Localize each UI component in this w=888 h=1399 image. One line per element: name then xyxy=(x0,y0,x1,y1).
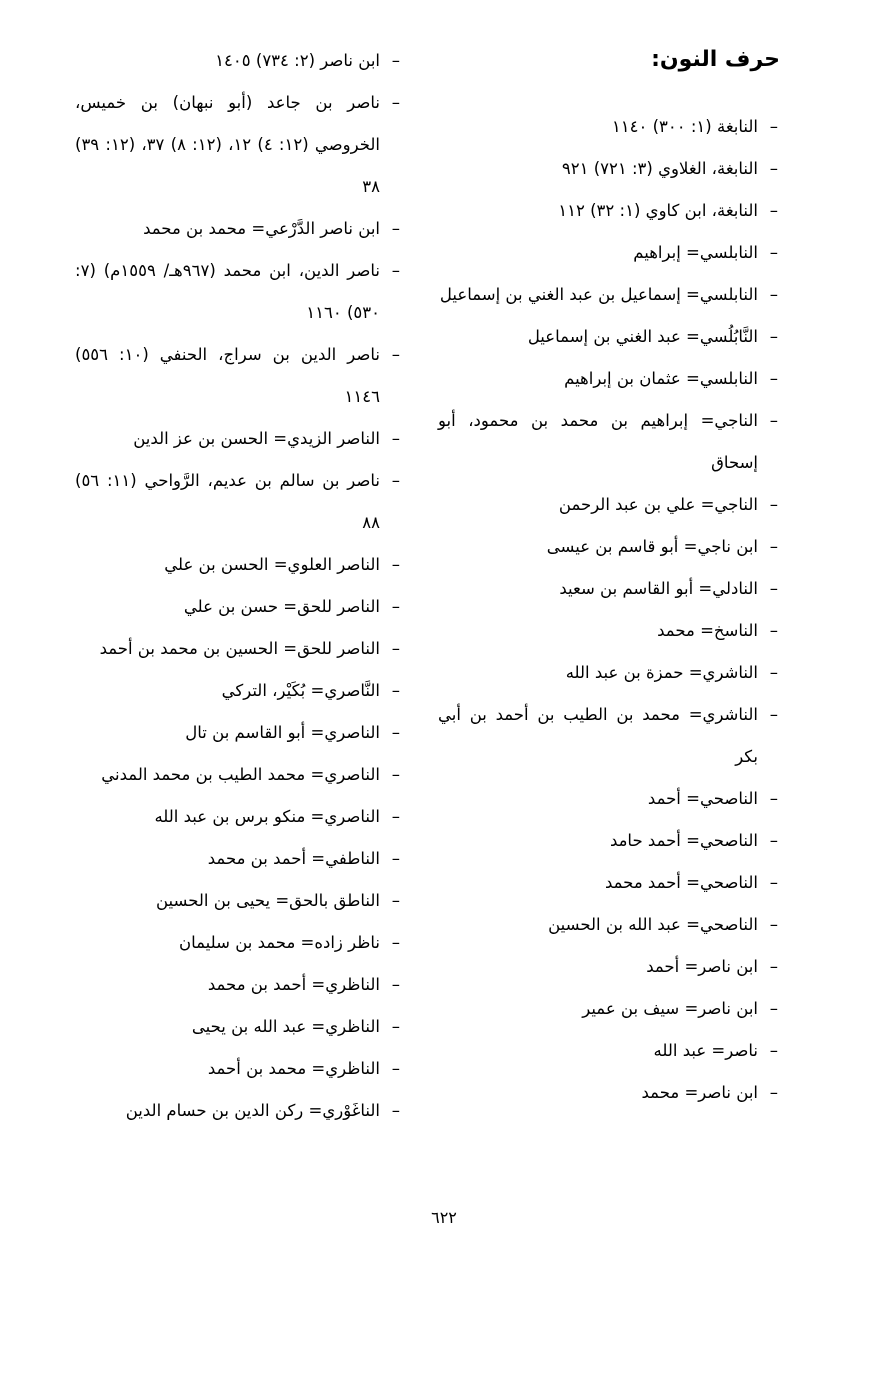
entry-text: ابن ناصر= أحمد xyxy=(646,957,758,976)
entry-text: النابغة، الغلاوي (٣: ٧٢١) ٩٢١ xyxy=(561,159,758,178)
entry-dash: – xyxy=(391,261,400,280)
entry-text: الناصحي= أحمد محمد xyxy=(604,873,758,892)
index-entry xyxy=(438,400,778,484)
entry-text: ناصر الدين، ابن محمد (٩٦٧هـ/ ١٥٥٩م) (٧: ٥٣٠) ١١٦٠ xyxy=(75,261,381,322)
entry-dash: – xyxy=(769,285,778,304)
index-entry xyxy=(438,484,778,526)
entry-text: النابغة (١: ٣٠٠) ١١٤٠ xyxy=(611,117,758,136)
entry-text: الناسخ= محمد xyxy=(657,621,758,640)
index-entry xyxy=(75,544,400,586)
index-entry xyxy=(438,232,778,274)
entry-text: ابن ناصر (٢: ٧٣٤) ١٤٠٥ xyxy=(215,51,380,70)
entry-dash: – xyxy=(769,495,778,514)
entry-text: ناظر زاده= محمد بن سليمان xyxy=(179,933,380,952)
index-entry xyxy=(75,628,400,670)
entry-text: ناصر بن جاعد (أبو نبهان) بن خميس، الخروصي (١٢: ٤) ١٢، (١٢: ٨) ٣٧، (١٢: ٣٩) ٣٨ xyxy=(75,93,380,196)
right-column xyxy=(438,40,778,1114)
right-entry-list xyxy=(438,106,778,1114)
entry-dash: – xyxy=(769,243,778,262)
index-entry xyxy=(75,754,400,796)
entry-text: الناظري= محمد بن أحمد xyxy=(207,1059,380,1078)
index-entry xyxy=(438,694,778,778)
entry-dash: – xyxy=(769,201,778,220)
entry-dash: – xyxy=(769,789,778,808)
entry-dash: – xyxy=(391,975,400,994)
entry-dash: – xyxy=(391,51,400,70)
entry-dash: – xyxy=(769,915,778,934)
entry-dash: – xyxy=(391,807,400,826)
index-entry xyxy=(438,274,778,316)
entry-dash: – xyxy=(769,369,778,388)
index-entry xyxy=(75,208,400,250)
entry-text: الناجي= علي بن عبد الرحمن xyxy=(558,495,758,514)
index-entry xyxy=(75,40,400,82)
entry-dash: – xyxy=(769,705,778,724)
entry-dash: – xyxy=(769,1041,778,1060)
entry-dash: – xyxy=(391,219,400,238)
entry-dash: – xyxy=(391,639,400,658)
entry-text: الناصحي= أحمد xyxy=(647,789,758,808)
entry-text: ابن ناصر= سيف بن عمير xyxy=(582,999,758,1018)
entry-text: الناشري= محمد بن الطيب بن أحمد بن أبي بكر xyxy=(438,705,758,766)
index-entry xyxy=(438,316,778,358)
index-entry xyxy=(438,106,778,148)
entry-dash: – xyxy=(769,873,778,892)
entry-dash: – xyxy=(769,327,778,346)
index-entry xyxy=(438,778,778,820)
entry-dash: – xyxy=(391,1017,400,1036)
index-entry xyxy=(75,796,400,838)
index-entry xyxy=(438,358,778,400)
entry-text: ابن ناصر الدَّرْعي= محمد بن محمد xyxy=(143,219,380,238)
entry-dash: – xyxy=(391,429,400,448)
entry-dash: – xyxy=(769,621,778,640)
entry-text: الناطفي= أحمد بن محمد xyxy=(207,849,380,868)
entry-dash: – xyxy=(769,663,778,682)
entry-text: النابغة، ابن كاوي (١: ٣٢) ١١٢ xyxy=(558,201,758,220)
entry-text: النادلي= أبو القاسم بن سعيد xyxy=(559,579,758,598)
index-entry xyxy=(438,988,778,1030)
index-entry xyxy=(75,418,400,460)
index-entry xyxy=(75,1048,400,1090)
entry-dash: – xyxy=(769,999,778,1018)
entry-text: الناصر للحق= الحسين بن محمد بن أحمد xyxy=(99,639,380,658)
entry-dash: – xyxy=(391,597,400,616)
index-entry xyxy=(438,148,778,190)
entry-text: ابن ناجي= أبو قاسم بن عيسى xyxy=(546,537,758,556)
index-entry xyxy=(75,670,400,712)
entry-text: الناصري= أبو القاسم بن تال xyxy=(185,723,380,742)
left-column xyxy=(75,40,400,1132)
index-entry xyxy=(438,526,778,568)
index-entry xyxy=(438,946,778,988)
entry-text: ناصر= عبد الله xyxy=(653,1041,758,1060)
index-entry xyxy=(438,568,778,610)
entry-dash: – xyxy=(391,93,400,112)
entry-text: الناظري= عبد الله بن يحيى xyxy=(191,1017,380,1036)
entry-dash: – xyxy=(769,579,778,598)
entry-text: الناصر للحق= حسن بن علي xyxy=(183,597,380,616)
index-entry xyxy=(75,880,400,922)
entry-dash: – xyxy=(391,891,400,910)
page-number: ٦٢٢ xyxy=(431,1208,457,1227)
entry-dash: – xyxy=(391,765,400,784)
index-entry xyxy=(75,1090,400,1132)
entry-text: الناصحي= أحمد حامد xyxy=(609,831,758,850)
entry-text: الناجي= إبراهيم بن محمد بن محمود، أبو إسحاق xyxy=(438,411,758,472)
index-entry xyxy=(75,922,400,964)
index-entry xyxy=(438,1072,778,1114)
index-entry xyxy=(75,712,400,754)
entry-text: ناصر الدين بن سراج، الحنفي (١٠: ٥٥٦) ١١٤٦ xyxy=(75,345,380,406)
entry-text: النابلسي= عثمان بن إبراهيم xyxy=(564,369,758,388)
entry-dash: – xyxy=(769,1083,778,1102)
index-entry xyxy=(75,838,400,880)
entry-text: النَّابُلُسي= عبد الغني بن إسماعيل xyxy=(527,327,758,346)
entry-text: الناصر العلوي= الحسن بن علي xyxy=(164,555,380,574)
index-entry xyxy=(75,82,400,208)
index-entry xyxy=(75,964,400,1006)
entry-dash: – xyxy=(769,537,778,556)
index-entry xyxy=(75,586,400,628)
section-heading: حرف النون: xyxy=(651,47,780,72)
index-entry xyxy=(438,1030,778,1072)
entry-text: الناشري= حمزة بن عبد الله xyxy=(565,663,758,682)
entry-text: ابن ناصر= محمد xyxy=(641,1083,758,1102)
index-entry xyxy=(438,190,778,232)
entry-dash: – xyxy=(391,471,400,490)
index-entry xyxy=(75,460,400,544)
index-entry xyxy=(75,250,400,334)
entry-dash: – xyxy=(769,957,778,976)
entry-dash: – xyxy=(769,159,778,178)
entry-text: الناظري= أحمد بن محمد xyxy=(207,975,380,994)
index-entry xyxy=(438,610,778,652)
index-entry xyxy=(438,820,778,862)
entry-text: الناطق بالحق= يحيى بن الحسين xyxy=(155,891,380,910)
index-entry xyxy=(75,1006,400,1048)
entry-text: الناغَوْري= ركن الدين بن حسام الدين xyxy=(125,1101,380,1120)
entry-dash: – xyxy=(391,1101,400,1120)
entry-dash: – xyxy=(391,345,400,364)
entry-dash: – xyxy=(391,681,400,700)
left-entry-list xyxy=(75,40,400,1132)
entry-dash: – xyxy=(391,555,400,574)
entry-text: الناصري= محمد الطيب بن محمد المدني xyxy=(101,765,380,784)
entry-text: النابلسي= إبراهيم xyxy=(633,243,758,262)
entry-text: الناصر الزيدي= الحسن بن عز الدين xyxy=(133,429,380,448)
entry-dash: – xyxy=(769,831,778,850)
index-entry xyxy=(438,904,778,946)
entry-dash: – xyxy=(391,933,400,952)
entry-text: الناصري= منكو برس بن عبد الله xyxy=(154,807,380,826)
entry-text: ناصر بن سالم بن عديم، الرَّواحي (١١: ٥٦) ٨٨ xyxy=(75,471,380,532)
index-entry xyxy=(438,652,778,694)
entry-text: النَّاصري= بُكَيْر، التركي xyxy=(221,681,380,700)
entry-text: النابلسي= إسماعيل بن عبد الغني بن إسماعيل xyxy=(439,285,758,304)
index-entry xyxy=(75,334,400,418)
entry-dash: – xyxy=(391,723,400,742)
entry-dash: – xyxy=(391,849,400,868)
entry-text: الناصحي= عبد الله بن الحسين xyxy=(548,915,758,934)
entry-dash: – xyxy=(391,1059,400,1078)
entry-dash: – xyxy=(769,117,778,136)
entry-dash: – xyxy=(769,411,778,430)
index-entry xyxy=(438,862,778,904)
